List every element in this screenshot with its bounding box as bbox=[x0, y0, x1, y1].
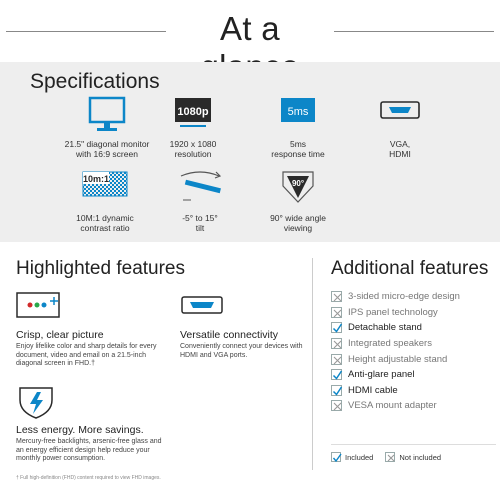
check-icon bbox=[331, 322, 342, 333]
feature-body: Enjoy lifelike color and sharp details for every document, video and email on a 21.5-inch diagonal screen in FHD.† bbox=[16, 343, 157, 368]
feature-connectivity bbox=[180, 289, 308, 360]
feature-list-item bbox=[331, 383, 496, 399]
cross-icon bbox=[331, 291, 342, 302]
legend-not-included: Not included bbox=[399, 452, 442, 462]
feature-list-label: Height adjustable stand bbox=[348, 353, 448, 365]
feature-crisp-picture bbox=[16, 289, 166, 369]
specifications-title: Specifications bbox=[30, 70, 160, 93]
1080p-icon-text: 1080p bbox=[177, 106, 209, 118]
additional-list bbox=[331, 289, 496, 414]
spec-caption: VGA, bbox=[389, 139, 411, 149]
spec-tilt bbox=[145, 170, 255, 233]
header bbox=[0, 0, 500, 62]
specifications-panel bbox=[0, 62, 500, 242]
cross-icon bbox=[331, 400, 342, 411]
tilt-icon bbox=[145, 170, 255, 208]
1080p-icon bbox=[138, 96, 248, 134]
energy-shield-icon bbox=[16, 384, 64, 420]
contrast-ratio-icon-text: 10m:1 bbox=[82, 174, 110, 184]
spec-caption: resolution bbox=[174, 149, 212, 159]
page-title: At a bbox=[220, 10, 280, 47]
feature-heading: Less energy. More savings. bbox=[16, 424, 144, 436]
check-icon bbox=[331, 452, 341, 462]
spec-caption: 10M:1 dynamic bbox=[76, 213, 134, 223]
feature-list-item bbox=[331, 320, 496, 336]
feature-body: Mercury-free backlights, arsenic-free glass and an energy efficient design help reduce your monthly power consumption. bbox=[16, 438, 162, 463]
feature-list-label: Anti-glare panel bbox=[348, 369, 415, 381]
additional-features bbox=[313, 242, 500, 500]
feature-list-item bbox=[331, 398, 496, 414]
display-color-icon bbox=[16, 289, 64, 325]
spec-caption: HDMI bbox=[389, 149, 411, 159]
hdmi-port-icon bbox=[180, 289, 228, 325]
feature-list-label: VESA mount adapter bbox=[348, 400, 437, 412]
spec-caption: viewing bbox=[283, 223, 313, 233]
feature-list-item bbox=[331, 336, 496, 352]
legend-included: Included bbox=[345, 452, 374, 462]
spec-contrast bbox=[50, 170, 160, 233]
feature-list-item bbox=[331, 367, 496, 383]
spec-caption: -5° to 15° bbox=[182, 213, 218, 223]
spec-caption: 1920 x 1080 bbox=[169, 139, 217, 149]
contrast-ratio-icon bbox=[50, 170, 160, 208]
check-icon bbox=[331, 385, 342, 396]
feature-list-label: HDMI cable bbox=[348, 384, 398, 396]
feature-list-label: Detachable stand bbox=[348, 322, 422, 334]
spec-ports bbox=[345, 96, 455, 159]
feature-list-label: 3-sided micro-edge design bbox=[348, 291, 460, 303]
header-rule-left bbox=[6, 31, 166, 32]
cross-icon bbox=[331, 307, 342, 318]
spec-caption: response time bbox=[271, 149, 325, 159]
feature-list-item bbox=[331, 289, 496, 305]
check-icon bbox=[331, 369, 342, 380]
feature-list-label: Integrated speakers bbox=[348, 338, 432, 350]
response-time-icon-text: 5ms bbox=[287, 106, 309, 118]
spec-resolution bbox=[138, 96, 248, 159]
cross-icon bbox=[385, 452, 395, 462]
spec-caption: with 16:9 screen bbox=[76, 149, 138, 159]
footnote: † Full high-definition (FHD) content required to view FHD images. bbox=[16, 475, 161, 481]
spec-response-time bbox=[243, 96, 353, 159]
feature-heading: Crisp, clear picture bbox=[16, 329, 104, 341]
viewing-angle-icon-text: 90° bbox=[291, 179, 305, 188]
feature-list-item bbox=[331, 351, 496, 367]
feature-energy bbox=[16, 384, 166, 464]
cross-icon bbox=[331, 354, 342, 365]
highlighted-title: Highlighted features bbox=[16, 258, 185, 279]
highlighted-features bbox=[0, 242, 312, 500]
feature-body: Conveniently connect your devices with HDMI and VGA ports. bbox=[180, 343, 303, 359]
spec-caption: contrast ratio bbox=[80, 223, 130, 233]
feature-list-item bbox=[331, 305, 496, 321]
additional-title: Additional features bbox=[331, 258, 489, 279]
spec-viewing-angle bbox=[243, 170, 353, 233]
spec-caption: 5ms bbox=[289, 139, 307, 149]
viewing-angle-icon bbox=[243, 170, 353, 208]
feature-list-label: IPS panel technology bbox=[348, 306, 438, 318]
legend bbox=[331, 452, 441, 462]
feature-heading: Versatile connectivity bbox=[180, 329, 279, 341]
hdmi-port-icon bbox=[345, 96, 455, 134]
response-time-icon bbox=[243, 96, 353, 134]
spec-caption: 90° wide angle bbox=[270, 213, 326, 223]
header-rule-right bbox=[334, 31, 494, 32]
cross-icon bbox=[331, 338, 342, 349]
spec-caption: 21.5" diagonal monitor bbox=[64, 139, 150, 149]
spec-caption: tilt bbox=[195, 223, 205, 233]
legend-divider bbox=[331, 444, 496, 445]
